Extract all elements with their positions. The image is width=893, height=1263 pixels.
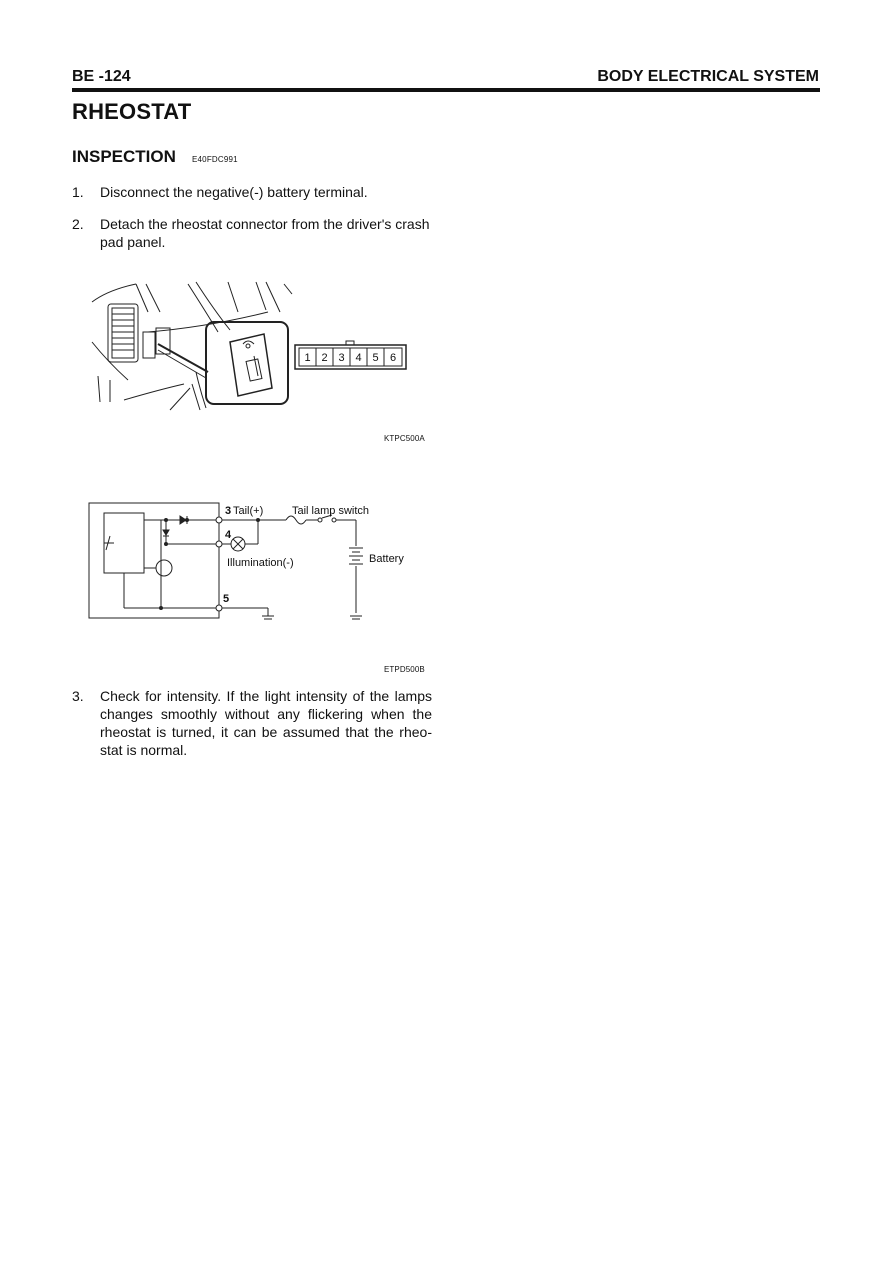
connector-pin-3: 3	[338, 352, 345, 364]
step-number: 1.	[72, 184, 84, 200]
figure-1-code: KTPC500A	[384, 434, 425, 443]
page-title: RHEOSTAT	[72, 99, 192, 124]
pin-5-label: 5	[223, 593, 230, 605]
connector-pin-5: 5	[372, 352, 379, 364]
battery-label: Battery	[369, 553, 404, 565]
chapter-title: BODY ELECTRICAL SYSTEM	[597, 68, 819, 85]
step-text: Check for intensity. If the light intensity of the lamps changes smoothly without any flickering when the rheostat is turned, it can be assumed that the rheo-stat is normal.	[100, 688, 432, 758]
step-2	[72, 215, 432, 251]
pin-3-label: 3	[225, 505, 232, 517]
illumination-label: Illumination(-)	[227, 557, 294, 569]
figure-2-code: ETPD500B	[384, 665, 425, 674]
tail-switch-label: Tail lamp switch	[292, 505, 370, 517]
step-text: Disconnect the negative(-) battery terminal.	[100, 184, 368, 200]
step-number: 3.	[72, 688, 84, 704]
connector-pin-2: 2	[321, 352, 328, 364]
pin-4-label: 4	[225, 529, 232, 541]
header-rule	[72, 88, 820, 92]
section-code: E40FDC991	[192, 155, 238, 164]
connector-pin-4: 4	[355, 352, 362, 364]
figure-wiring-diagram	[86, 498, 426, 626]
connector-pins	[299, 348, 402, 366]
section-heading: INSPECTION	[72, 147, 176, 166]
step-1	[72, 183, 432, 201]
connector-pin-6: 6	[389, 352, 397, 364]
step-text: Detach the rheostat connector from the driver's crash pad panel.	[100, 216, 430, 250]
tail-label: Tail(+)	[233, 505, 264, 517]
step-3	[72, 687, 432, 759]
connector-pin-1: 1	[304, 352, 311, 364]
step-number: 2.	[72, 216, 84, 232]
page-number: BE -124	[72, 68, 131, 85]
figure-rheostat-location	[88, 272, 418, 417]
